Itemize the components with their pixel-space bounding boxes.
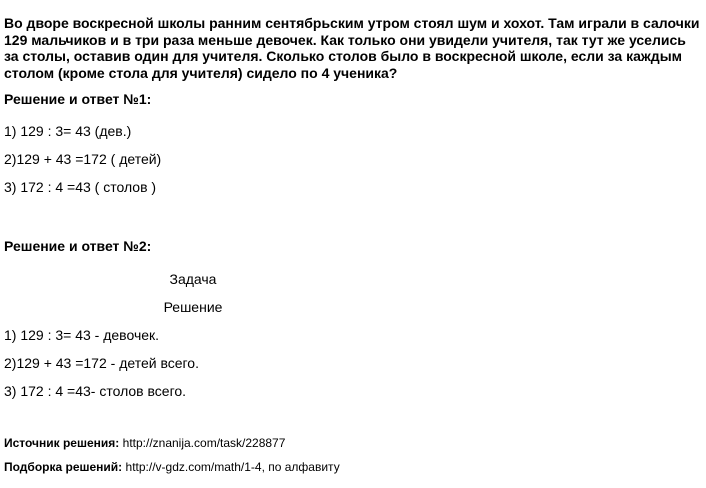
solution-2-step-1: 1) 129 : 3= 43 - девочек.: [4, 327, 160, 343]
solution-2-step-3: 3) 172 : 4 =43- столов всего.: [4, 383, 187, 399]
solution-1-heading: Решение и ответ №1:: [4, 91, 152, 107]
solution-2-subheading: Решение: [163, 299, 223, 315]
collection-label: Подборка решений:: [4, 460, 123, 474]
source-line: [4, 436, 285, 450]
source-link[interactable]: http://znanija.com/task/228877: [122, 436, 286, 450]
solution-1-step-1: 1) 129 : 3= 43 (дев.): [4, 123, 132, 139]
solution-1-step-3: 3) 172 : 4 =43 ( столов ): [4, 179, 157, 195]
solution-2-subtitle: Задача: [169, 271, 217, 287]
collection-link[interactable]: http://v-gdz.com/math/1-4, по алфавиту: [125, 460, 340, 474]
problem-text: Во дворе воскресной школы ранним сентябрьским утром стоял шум и хохот. Там играли в салочки 129 мальчиков и в три раза меньше девочек. Как только они увидели учителя, так тут же уселись за столы, оставив один для учителя. Сколько столов было в воскресной школе, если за каждым столом (кроме стола для учителя) сидело по 4 ученика?: [4, 15, 700, 81]
solution-2-step-2: 2)129 + 43 =172 - детей всего.: [4, 355, 199, 371]
source-label: Источник решения:: [4, 436, 120, 450]
solution-2-heading: Решение и ответ №2:: [4, 238, 152, 254]
collection-line: [4, 460, 340, 474]
solution-1-step-2: 2)129 + 43 =172 ( детей): [4, 151, 162, 167]
